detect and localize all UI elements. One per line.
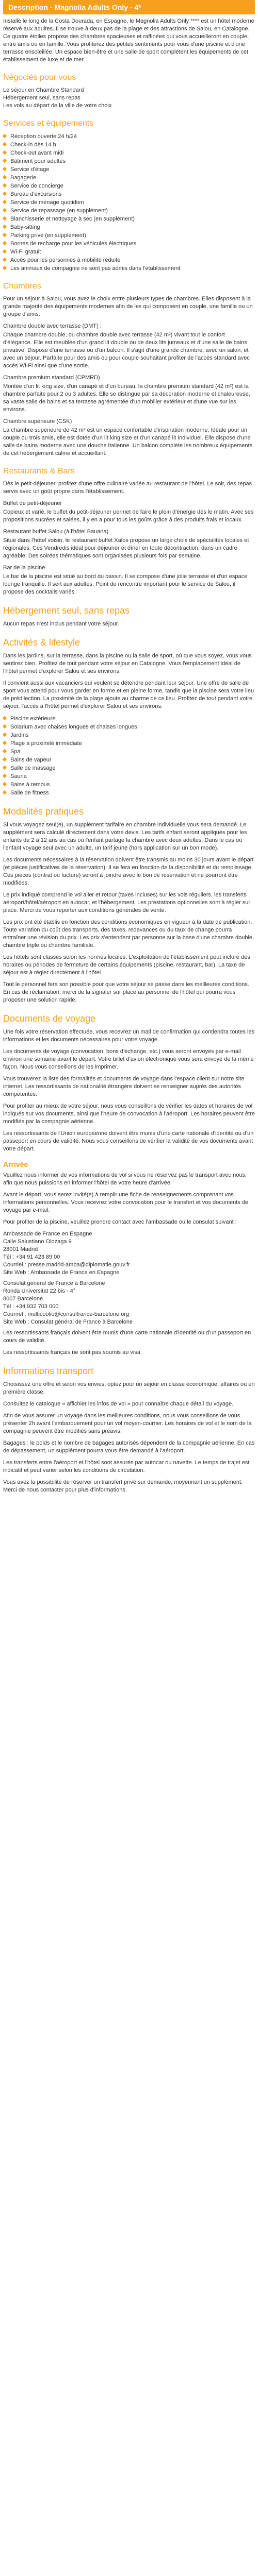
bullet-icon xyxy=(3,766,7,770)
hebergement-text: Aucun repas n'est inclus pendant votre séjour. xyxy=(3,621,119,627)
list-item: Check-out avant midi xyxy=(3,149,255,157)
list-item: Les animaux de compagnie ne sont pas admis dans l'établissement xyxy=(3,264,255,273)
list-item: Salle de massage xyxy=(3,764,255,772)
consulate2-block xyxy=(3,1280,255,1326)
list-item: Service de repassage (en supplément) xyxy=(3,207,255,215)
documents-text5: Les ressortissants de l'Union européenne doivent être munis d'une carte nationale d'identité ou d'un passeport en cours de validité. Nous vous conseillons de vérifier la validité de vos documents avant votre départ. xyxy=(3,1130,254,1152)
list-item: Plage à proximité immédiate xyxy=(3,739,255,748)
list-item: Réception ouverte 24 h/24 xyxy=(3,132,255,141)
buffet-label: Buffet de petit-déjeuner xyxy=(3,500,62,506)
transport-text3: Afin de vous assurer un voyage dans les meilleures conditions, nous vous conseillons de vous présenter 2h avant l'embarquement pour un vol moyen-courrier. Les horaires de vol et le nom de la compagnie peuvent être modifiés sans préavis. xyxy=(3,1413,252,1434)
modalites-title: Modalités pratiques xyxy=(3,806,84,817)
consulate2-email[interactable]: Courriel : multicoolio@consulfrance-barcelone.org xyxy=(3,1311,130,1317)
transport-text1: Choisissez une offre et selon vos envies, optez pour un séjour en classe économique, affaires ou en première classe. xyxy=(3,1381,255,1395)
list-item: Sauna xyxy=(3,772,255,781)
list-item: Solarium avec chaises longues et chaises longues xyxy=(3,723,255,731)
activites-text1: Dans les jardins, sur la terrasse, dans la piscine ou la salle de sport, où que vous soyez, vous vous sentirez bien. Profitez de tout pendant votre séjour en Catalogne. Vous l'emplacement idéal de l'hôtel permet d'explorer Salou et ses environs. xyxy=(3,653,252,674)
arrivee-title: Arrivée xyxy=(3,1160,28,1168)
list-item: Spa xyxy=(3,748,255,756)
activites-text2: Il convient aussi aux vacanciers qui veulent se détendre pendant leur séjour. Une offre de salle de sport vous attend pour vous garder en forme et en pleine forme, tandis que la piscine sera votre lieu de prédilection. La proximité de la plage ajoute au charme de ce lieu. Profitez de tout pendant votre séjour, l'accès à l'hôtel permet d'explorer Salou et ses environs. xyxy=(3,680,254,709)
consulate-line: 28001 Madrid xyxy=(3,1246,38,1252)
modalites-text3: Le prix indiqué comprend le vol aller et retour (taxes incluses) sur les vols réguliers, les transferts aéroport/hôtel/aéroport en autocar, et l'hébergement. Les prestations optionnelles sont à régler sur place. Merci de vous reporter aux conditions générales de vente. xyxy=(3,892,251,913)
bullet-icon xyxy=(3,724,7,728)
restaurants-title: Restaurants & Bars xyxy=(3,467,75,476)
transport-text6: Vous avez la possibilité de réserver un transfert privé sur demande, moyennant un supplément. Merci de nous contacter pour plus d'informations. xyxy=(3,1479,243,1493)
transport-text5: Les transferts entre l'aéroport et l'hôtel sont assurés par autocar ou navette. Le temps de trajet est indicatif et peut varier selon les conditions de circulation. xyxy=(3,1460,250,1473)
bullet-icon xyxy=(3,790,7,794)
list-item: Bornes de recharge pour les véhicules électriques xyxy=(3,240,255,248)
list-item: Check-in dès 14 h xyxy=(3,141,255,149)
list-item: Piscine extérieure xyxy=(3,715,255,723)
chambre-standard-label: Chambre premium standard (CPMRD) xyxy=(3,375,100,381)
description-banner: Description - Magnolia Adults Only - 4* xyxy=(3,0,255,14)
list-item: Bains de vapeur xyxy=(3,756,255,764)
bar-label: Bar de la piscine xyxy=(3,565,45,571)
list-item: Wi-Fi gratuit xyxy=(3,248,255,256)
chambre-double-text: Chaque chambre double, ou chambre double avec terrasse (42 m²) vivant tout le confort d'élégance. Elle est meublée d'un grand lit double ou de deux lits jumeaux et d'une salle de bains privative. Dispose d'une terrasse ou d'un balcon. Il s'agit d'une grande chambre, avec un salon, et avec un séjour. Parfaite pour des amis ou pour couple souhaitant profiter de l'accès standard avec accès Wi-Fi ainsi que d'une sortie. xyxy=(3,332,250,369)
documents-text2: Les documents de voyage (convocation, bons d'échange, etc.) vous seront envoyés par e-mail environ une semaine avant le départ. Votre billet d'avion électronique vous sera envoyé de la même façon. Nous vous conseillons de les imprimer. xyxy=(3,1048,254,1070)
bullet-icon xyxy=(3,175,7,179)
bullet-icon xyxy=(3,233,7,237)
list-item: Blanchisserie et nettoyage à sec (en supplément) xyxy=(3,215,255,223)
consulate-name: Ambassade de France en Espagne xyxy=(3,1231,92,1237)
activites-list xyxy=(3,715,255,797)
negocies-text3: Les vols au départ de la ville de votre choix xyxy=(3,103,112,109)
bullet-icon xyxy=(3,208,7,212)
list-item: Jardins xyxy=(3,731,255,739)
modalites-text5: Les hôtels sont classés selon les normes locales. L'exploitation de l'établissement peut inclure des horaires ou périodes de fermeture de certains équipements (piscine, restaurant, bar). La taxe de séjour est à régler directement à l'hôtel. xyxy=(3,954,250,976)
list-item: Bâtiment pour adultes xyxy=(3,157,255,165)
documents-title: Documents de voyage xyxy=(3,1013,96,1024)
ruins-label: Restaurant buffet Salou (à l'hôtel Bauana) xyxy=(3,529,109,535)
list-item: Salle de fitness xyxy=(3,789,255,797)
consulate2-line: Tél : +34 932 703 000 xyxy=(3,1303,59,1310)
consulate2-name: Consulat général de France à Barcelone xyxy=(3,1280,105,1286)
bullet-icon xyxy=(3,142,7,146)
list-item: Bureau d'excursions xyxy=(3,190,255,198)
arrivee-text1: Veuillez nous informer de vos informations de vol si vous ne réservez pas le transport avec nous, afin que nous puissions en informer l'hôtel de votre heure d'arrivée. xyxy=(3,1172,247,1186)
bullet-icon xyxy=(3,249,7,253)
bullet-icon xyxy=(3,757,7,761)
consulate-line: Calle Salustiano Olozaga 9 xyxy=(3,1239,72,1245)
bullet-icon xyxy=(3,266,7,270)
arrivee-text3: Pour profiter de la piscine, veuillez prendre contact avec l'ambassade ou le consulat suivant : xyxy=(3,1219,237,1225)
list-item: Bagagerie xyxy=(3,174,255,182)
activites-title: Activités & lifestyle xyxy=(3,637,80,648)
chambres-intro: Pour un séjour à Salou, vous avez le choix entre plusieurs types de chambres. Elles disposent à la grande majorité des équipements modernes afin de les qui composent en couple, une famille ou un groupe d'amis. xyxy=(3,296,253,317)
transport-text2: Consultez le catalogue « affichier les infos de vol » pour connaître chaque détail du voyage. xyxy=(3,1401,234,1407)
bullet-icon xyxy=(3,782,7,786)
bullet-icon xyxy=(3,192,7,196)
bullet-icon xyxy=(3,225,7,229)
consulate2-line: Ronda Universitat 22 bis - 4° xyxy=(3,1288,76,1294)
bullet-icon xyxy=(3,167,7,171)
chambre-standard-text: Montée d'un lit king size, d'un canapé et d'un bureau, la chambre premium standard (42 m²) est la chambre parfaite pour 2 ou 3 adultes. Elle se distingue par sa décoration moderne et chaleureuse, sa vaste salle de bains et sa terrasse agrémentée d'un mobilier extérieur et d'une vue sur les environs. xyxy=(3,383,250,413)
ruins-text: Situé dans l'hôtel voisin, le restaurant buffet Xalos propose un large choix de spécialités locales et régionales. Ces Vendredis idéal pour déjeuner et dîner en toute décontraction, dans un cadre agréable. Des soirées thématiques sont organisées plusieurs fois par semaine. xyxy=(3,537,249,559)
hebergement-title: Hébergement seul, sans repas xyxy=(3,605,130,616)
bullet-icon xyxy=(3,200,7,204)
services-list xyxy=(3,132,255,273)
bullet-icon xyxy=(3,134,7,138)
consulate-line: Tél : +34 91 423 89 00 xyxy=(3,1254,60,1260)
bullet-icon xyxy=(3,241,7,245)
consulate-email[interactable]: Courriel : presse.madrid-amba@diplomatie.gouv.fr xyxy=(3,1262,130,1268)
documents-text3: Vous trouverez la liste des formalités et documents de voyage dans l'espace client sur notre site internet. Les ressortissants de nationalité étrangère doivent se renseigner auprès des autorités compétentes. xyxy=(3,1076,245,1097)
documents-text1: Une fois votre réservation effectuée, vous recevrez un mail de confirmation qui contiendra toutes les informations et les documents nécessaires pour votre voyage. xyxy=(3,1029,255,1043)
arrivee-text4: Les ressortissants français doivent être munis d'une carte nationale d'identité ou d'un passeport en cours de validité. xyxy=(3,1330,251,1344)
buffet-text: Copieux et varié, le buffet du petit-déjeuner permet de faire le plein d'énergie dès le matin. Avec ses propositions sucrées et salées, il y en a pour tous les goûts grâce à des produits frais et locaux. xyxy=(3,509,254,523)
chambre-superieure-text: La chambre supérieure de 42 m² est un espace confortable d'inspiration moderne. Idéale pour un couple ou trois amis, elle est dotée d'un lit king size et d'un canapé lit individuel. Elle dispose d'une salle de bains moderne avec une douche italienne. Un balcon complète les nombreux équipements de cet hébergement calme et accueillant. xyxy=(3,427,253,456)
chambre-superieure-label: Chambre supérieure (CSK) xyxy=(3,418,72,425)
list-item: Bains à remous xyxy=(3,781,255,789)
bullet-icon xyxy=(3,716,7,720)
bullet-icon xyxy=(3,749,7,753)
bullet-icon xyxy=(3,183,7,188)
consulate2-site[interactable]: Site Web : Consulat général de France à Barcelone xyxy=(3,1319,133,1325)
bullet-icon xyxy=(3,150,7,155)
list-item: Parking privé (en supplément) xyxy=(3,231,255,240)
consulate2-line: 8007 Barcelone xyxy=(3,1296,43,1302)
consulate-block xyxy=(3,1230,255,1277)
negocies-text2: Hébergement seul, sans repas xyxy=(3,95,80,101)
bullet-icon xyxy=(3,741,7,745)
modalites-text1: Si vous voyagez seul(e), un supplément tarifaire en chambre individuelle vous sera demandé. Le supplément sera calculé directement dans votre devis. Les tarifs enfant seront appliqués pour les enfants de 2 à 12 ans au cas où l'enfant partage la chambre avec deux adultes. Dans le cas où l'enfant voyage seul avec un adulte, un tarif jeune (hors application sur un bon mode). xyxy=(3,822,247,851)
modalites-text4: Les prix ont été établis en fonction des conditions économiques en vigueur à la date de publication. Toute variation du coût des transports, des taxes, redevances ou du taux de change pourra entraîner une révision du prix. Les prix s'entendent par personne sur la base d'une chambre double, chambre triple ou chambre familiale. xyxy=(3,919,254,948)
services-title: Services et équipements xyxy=(3,119,94,128)
arrivee-text5: Les ressortissants français ne sont pas soumis au visa. xyxy=(3,1349,142,1355)
bullet-icon xyxy=(3,159,7,163)
bullet-icon xyxy=(3,733,7,737)
bar-text: Le bar de la piscine est situé au bord du bassin. Il se compose d'une jolie terrasse et d'un espace lounge tranquille. Il sert aux adultes. Point de rencontre important pour le service de Salou, il propose des cocktails variés. xyxy=(3,573,248,595)
documents-text4: Pour profiter au mieux de votre séjour, nous vous conseillons de vérifier les dates et horaires de vol indiqués sur vos documents, ainsi que l'heure de convocation à l'aéroport. Les horaires peuvent être modifiés par la compagnie aérienne. xyxy=(3,1103,255,1125)
consulate-site[interactable]: Site Web : Ambassade de France en Espagne xyxy=(3,1269,120,1276)
transport-text4: Bagages : le poids et le nombre de bagages autorisés dépendent de la compagnie aérienne. En cas de dépassement, un supplément pourra vous être demandé à l'aéroport. xyxy=(3,1440,255,1454)
negocies-text1: Le séjour en Chambre Standard xyxy=(3,87,84,93)
list-item: Service d'étage xyxy=(3,165,255,174)
modalites-text2: Les documents nécessaires à la réservation doivent être transmis au moins 30 jours avant le départ (et pièces justificatives de la réservation). Il se fera en fonction de la disponibilité et du remplissage. Ces pièces (contrat ou facture) seront à joindre avec le bon de réservation et ne pourront être modifiées. xyxy=(3,857,254,886)
chambres-title: Chambres xyxy=(3,282,41,291)
transport-title: Informations transport xyxy=(3,1366,94,1376)
modalites-text6: Tout le personnel fera son possible pour que votre séjour se passe dans les meilleures conditions. En cas de réclamation, merci de la signaler sur place au personnel de l'hôtel qui pourra vous proposer une solution rapide. xyxy=(3,981,249,1003)
description-text: Installé le long de la Costa Dourada, en Espagne, le Magnolia Adults Only **** est un hôtel moderne réservé aux adultes. Il se trouve à deux pas de la plage et des attractions de Salou, en Catalogne. Ce quatre étoiles propose des chambres spacieuses et raffinées qui vous accueilleront en couple, entre amis ou en famille. Vous profiterez des petites sentiments pour vous d'une piscine et d'une terrasse ensoleillée. Un espace bien-être et une salle de sport complètent les équipements de cet établissement de luxe et de mer. xyxy=(3,18,254,63)
list-item: Accès pour les personnes à mobilité réduite xyxy=(3,256,255,264)
list-item: Service de ménage quotidien xyxy=(3,198,255,207)
bullet-icon xyxy=(3,216,7,221)
list-item: Service de concierge xyxy=(3,182,255,190)
arrivee-text2: Avant le départ, vous serez invité(e) à remplir une fiche de renseignements comprenant vos informations personnelles. Vous recevrez votre convocation pour le transfert et vos documents de voyage par e-mail. xyxy=(3,1192,249,1213)
restaurants-intro: Dès le petit-déjeuner, profitez d'une offre culinaire variée au restaurant de l'hôtel. Le soir, des repas servis avec un goût propre dans l'établissement. xyxy=(3,481,252,495)
bullet-icon xyxy=(3,258,7,262)
negocies-title: Négociés pour vous xyxy=(3,73,76,82)
chambre-double-label: Chambre double avec terrasse (DMT) : xyxy=(3,323,102,329)
bullet-icon xyxy=(3,774,7,778)
list-item: Baby-sitting xyxy=(3,223,255,231)
